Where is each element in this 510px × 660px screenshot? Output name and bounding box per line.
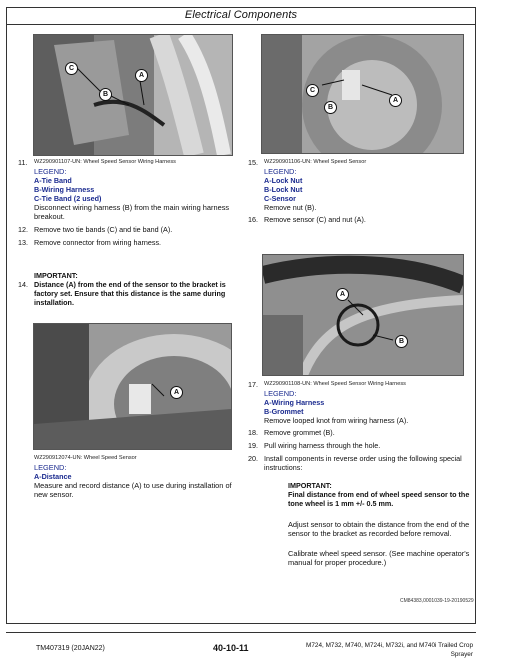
step-13 [18, 238, 243, 247]
photo-sensor-distance [33, 323, 232, 450]
callout-b: B [395, 335, 408, 348]
step-18 [248, 428, 473, 437]
step-text: Measure and record distance (A) to use during installation of new sensor. [34, 481, 232, 499]
step-14-figure [34, 454, 244, 499]
callout-c: C [65, 62, 78, 75]
callout-b: B [99, 88, 112, 101]
document-id: CM84383,0001039-19-20190529 [400, 598, 474, 604]
step-number: 16. [248, 215, 258, 224]
step-text: Remove two tie bands (C) and tie band (A). [34, 225, 173, 234]
step-text: Install components in reverse order using the following special instructions: [264, 454, 462, 472]
legend-item: A-Wiring Harness [264, 398, 325, 407]
header-divider [6, 24, 476, 25]
page-title: Electrical Components [184, 9, 298, 21]
photo-wheel-speed-sensor-image [262, 35, 463, 153]
step-11 [18, 158, 243, 221]
step-text: Remove grommet (B). [264, 428, 335, 437]
step-text: Remove nut (B). [264, 203, 317, 212]
step-number: 13. [18, 238, 28, 247]
legend-title: LEGEND: [34, 167, 67, 176]
legend-item: A-Distance [34, 472, 72, 481]
step-number: 18. [248, 428, 258, 437]
important-text: Distance (A) from the end of the sensor to the bracket is factory set. Ensure that this distance is the same during installation. [34, 280, 226, 307]
photo-wiring-harness [33, 34, 233, 156]
step-text: Disconnect wiring harness (B) from the main wiring harness breakout. [34, 203, 230, 221]
footer-manual-id: TM407319 (20JAN22) [36, 645, 105, 652]
legend-item: B-Wiring Harness [34, 185, 95, 194]
step-number: 14. [18, 280, 28, 289]
photo-harness-grommet [262, 254, 464, 376]
step-number: 12. [18, 225, 28, 234]
adjust-text: Adjust sensor to obtain the distance from the end of the sensor to the bracket as recorded before removal. [288, 520, 470, 538]
callout-a: A [135, 69, 148, 82]
figure-caption: WZ290901106-UN: Wheel Speed Sensor [264, 159, 367, 165]
callout-a: A [389, 94, 402, 107]
figure-caption: WZ290901107-UN: Wheel Speed Sensor Wiring Harness [34, 159, 176, 165]
step-17 [248, 380, 473, 425]
important-text: Final distance from end of wheel speed sensor to the tone wheel is 1 mm +/- 0.5 mm. [288, 490, 470, 508]
photo-sensor-distance-image [34, 324, 231, 449]
step-20-important [288, 481, 473, 508]
legend-item: C-Tie Band (2 used) [34, 194, 102, 203]
step-text: Remove sensor (C) and nut (A). [264, 215, 366, 224]
important-label: IMPORTANT: [288, 481, 332, 490]
step-text: Pull wiring harness through the hole. [264, 441, 381, 450]
legend-item: B-Grommet [264, 407, 304, 416]
step-12 [18, 225, 243, 234]
footer-page-number: 40-10-11 [213, 643, 249, 653]
step-20 [248, 454, 473, 472]
step-number: 17. [248, 380, 258, 389]
step-number: 11. [18, 158, 28, 167]
footer-divider [6, 632, 476, 633]
legend-title: LEGEND: [264, 389, 297, 398]
figure-caption: WZ290901108-UN: Wheel Speed Sensor Wiring Harness [264, 381, 406, 387]
photo-wiring-harness-image [34, 35, 232, 155]
step-15 [248, 158, 473, 212]
legend-title: LEGEND: [264, 167, 297, 176]
calibrate-text: Calibrate wheel speed sensor. (See machine operator's manual for proper procedure.) [288, 549, 470, 567]
important-label: IMPORTANT: [34, 271, 78, 280]
callout-c: C [306, 84, 319, 97]
legend-title: LEGEND: [34, 463, 67, 472]
callout-a: A [336, 288, 349, 301]
legend-item: A-Lock Nut [264, 176, 303, 185]
step-text: Remove looped knot from wiring harness (A). [264, 416, 409, 425]
step-19 [248, 441, 473, 450]
photo-wheel-speed-sensor [261, 34, 464, 154]
photo-harness-grommet-image [263, 255, 463, 375]
footer-model-line2: Sprayer [450, 651, 473, 658]
step-16 [248, 215, 473, 224]
step-number: 19. [248, 441, 258, 450]
step-number: 15. [248, 158, 258, 167]
footer-model-line1: M724, M732, M740, M724i, M732i, and M740i Trailed Crop [306, 642, 473, 649]
callout-a: A [170, 386, 183, 399]
legend-item: C-Sensor [264, 194, 296, 203]
legend-item: B-Lock Nut [264, 185, 303, 194]
step-text: Remove connector from wiring harness. [34, 238, 162, 247]
figure-caption: WZ290912074-UN: Wheel Speed Sensor [34, 455, 137, 461]
step-number: 20. [248, 454, 258, 463]
step-14 [18, 271, 243, 307]
callout-b: B [324, 101, 337, 114]
legend-item: A-Tie Band [34, 176, 72, 185]
